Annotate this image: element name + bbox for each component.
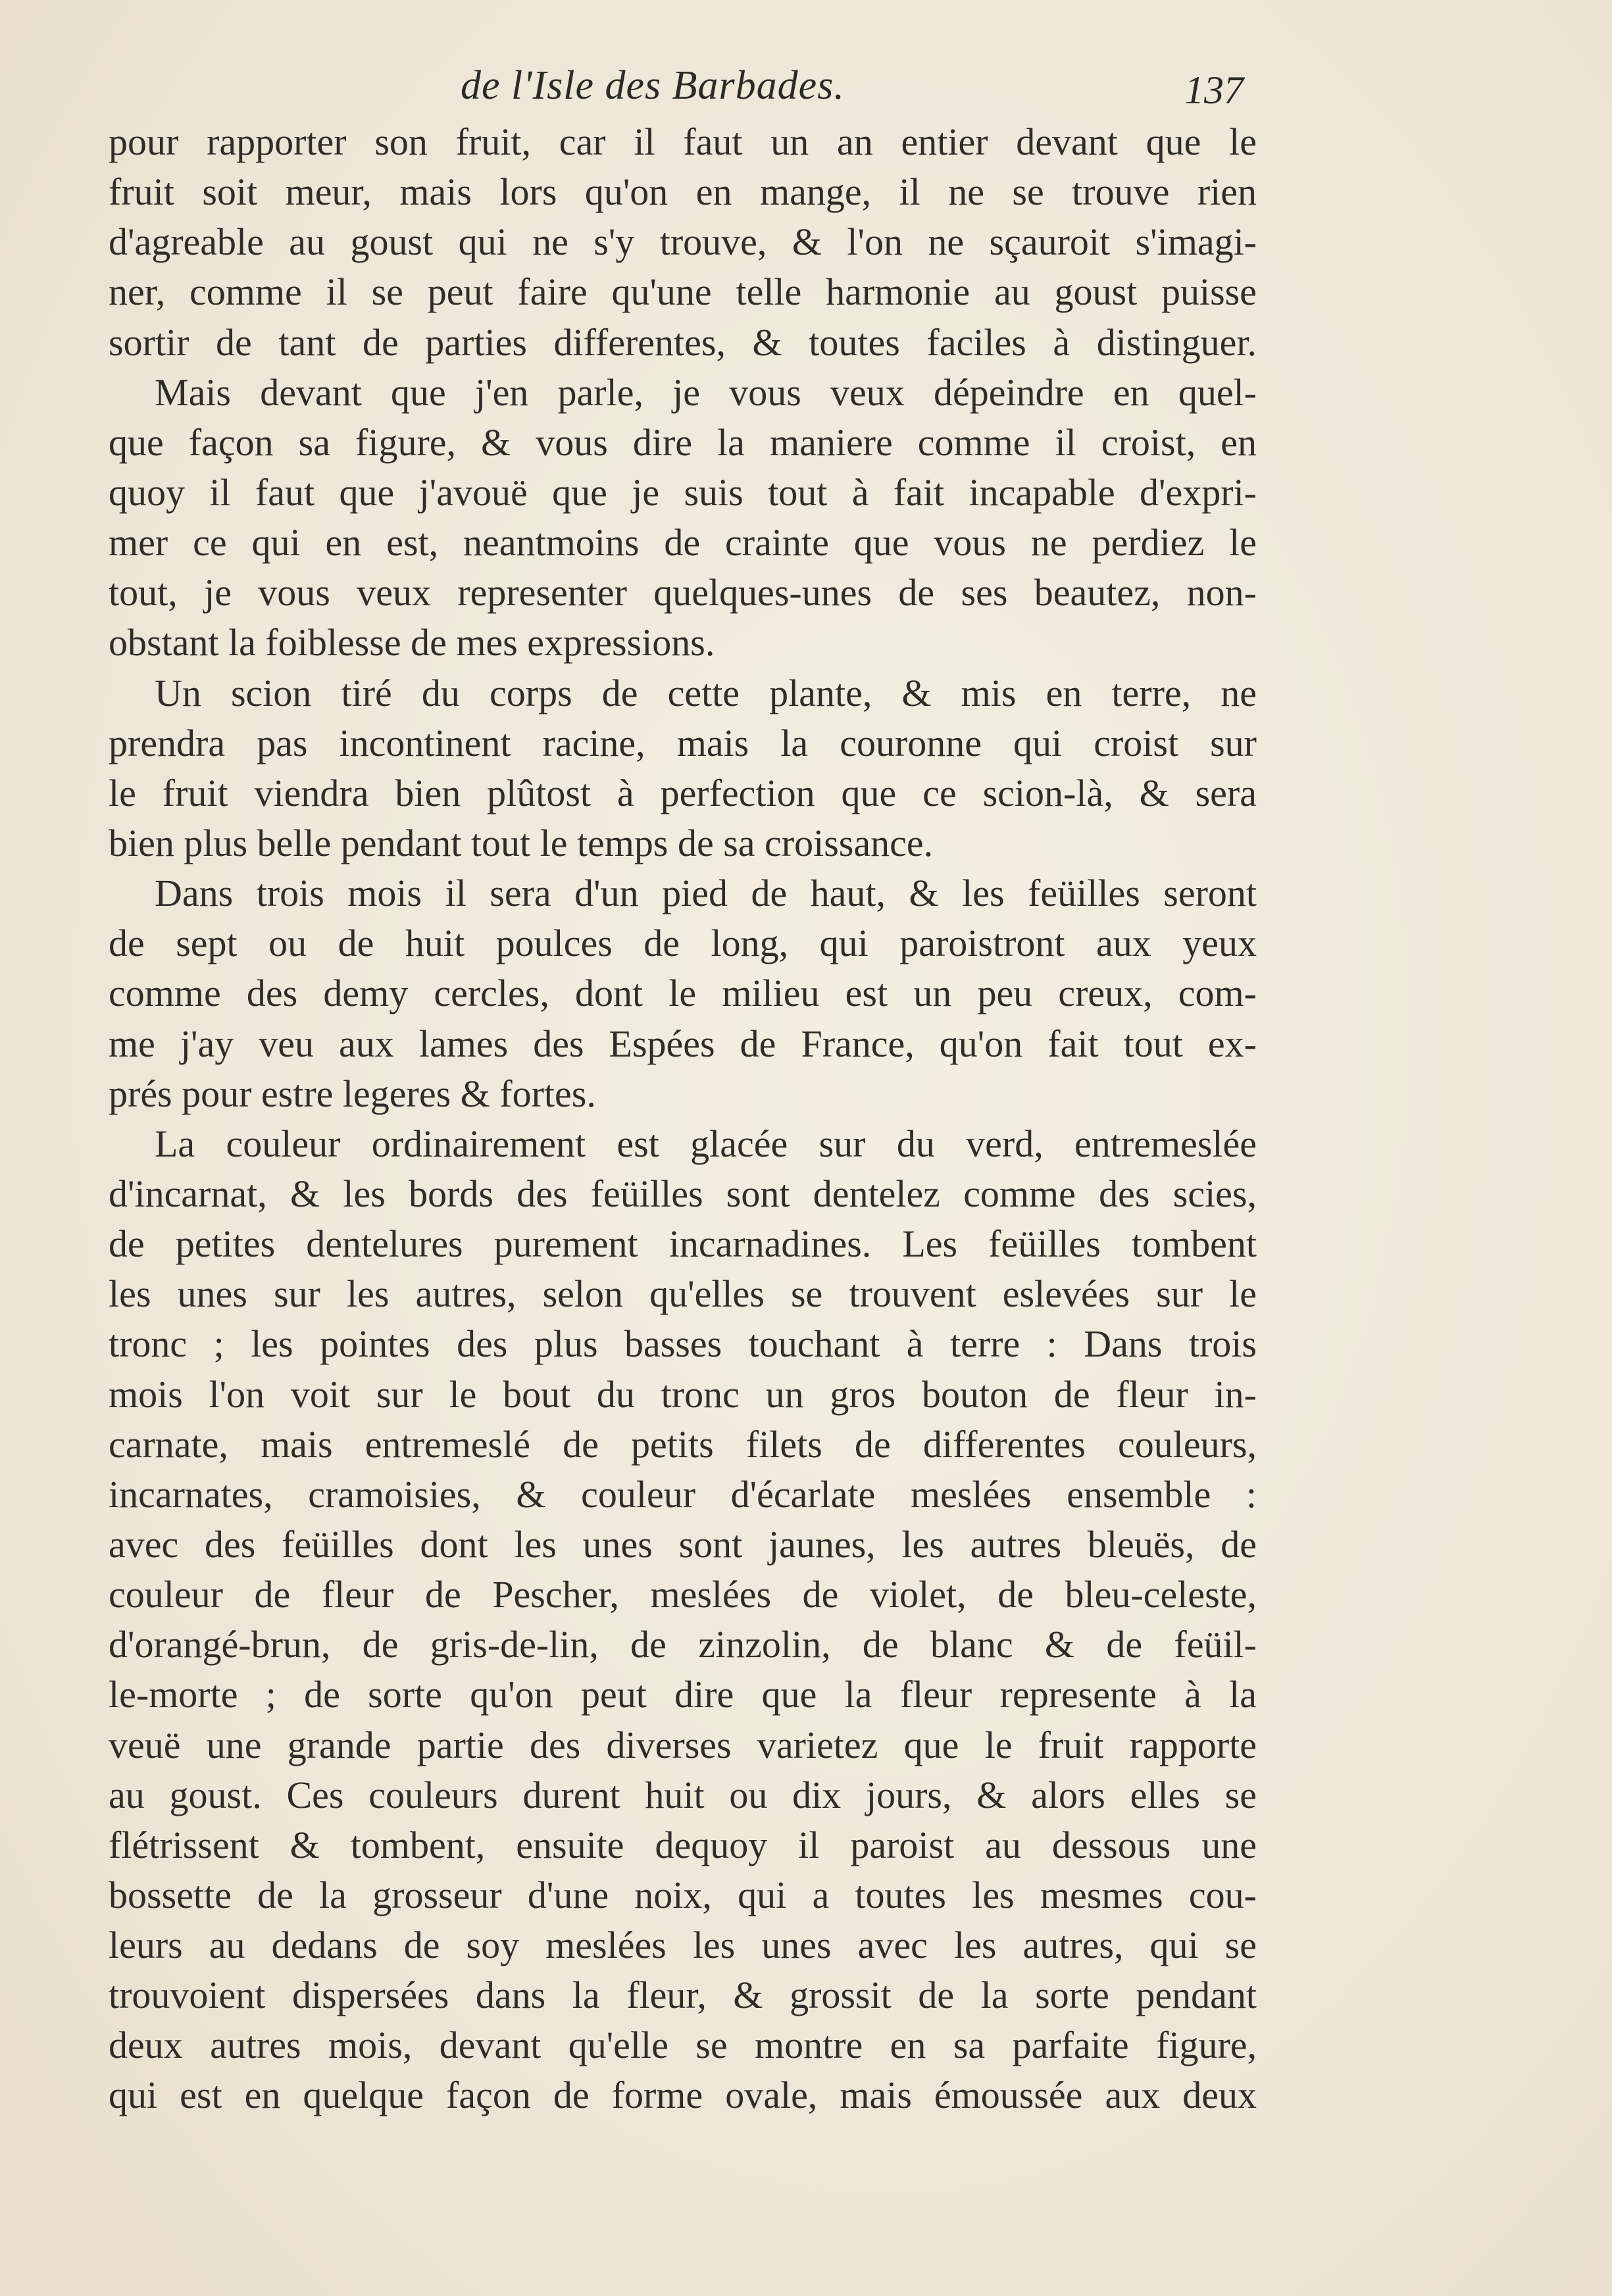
text-line: que façon sa figure, & vous dire la maniere comme il croist, en (109, 420, 1257, 464)
text-line: Mais devant que j'en parle, je vous veux dépeindre en quel- (155, 370, 1257, 414)
text-line: obstant la foiblesse de mes expressions. (109, 621, 715, 664)
text-line: tout, je vous veux representer quelques-unes de ses beautez, non- (109, 571, 1257, 614)
text-line: avec des feüilles dont les unes sont jaunes, les autres bleuës, de (109, 1522, 1257, 1566)
text-line: flétrissent & tombent, ensuite dequoy il paroist au dessous une (109, 1823, 1257, 1866)
page-header (105, 62, 1257, 115)
text-line: de petites dentelures purement incarnadines. Les feüilles tombent (109, 1222, 1257, 1266)
text-line: quoy il faut que j'avouë que je suis tout à fait incapable d'expri- (109, 470, 1257, 514)
text-line: carnate, mais entremeslé de petits filets de differentes couleurs, (109, 1422, 1257, 1466)
text-line: me j'ay veu aux lames des Espées de France, qu'on fait tout ex- (109, 1022, 1257, 1065)
body-text (109, 117, 1257, 2121)
text-line: leurs au dedans de soy meslées les unes avec les autres, qui se (109, 1924, 1257, 1967)
text-line: comme des demy cercles, dont le milieu est un peu creux, com- (109, 972, 1257, 1015)
text-line: de sept ou de huit poulces de long, qui paroistront aux yeux (109, 922, 1257, 965)
text-line: qui est en quelque façon de forme ovale, mais émoussée aux deux (109, 2074, 1257, 2117)
text-line: bossette de la grosseur d'une noix, qui a toutes les mesmes cou- (109, 1873, 1257, 1916)
text-line: La couleur ordinairement est glacée sur du verd, entremeslée (155, 1122, 1257, 1165)
text-line: d'orangé-brun, de gris-de-lin, de zinzolin, de blanc & de feüil- (109, 1623, 1257, 1666)
text-line: le fruit viendra bien plûtost à perfection que ce scion-là, & sera (109, 771, 1257, 814)
text-line: pour rapporter son fruit, car il faut un an entier devant que le (109, 120, 1257, 163)
text-line: incarnates, cramoisies, & couleur d'écarlate meslées ensemble : (109, 1472, 1257, 1516)
text-line: deux autres mois, devant qu'elle se montre en sa parfaite figure, (109, 2024, 1257, 2067)
text-line: le-morte ; de sorte qu'on peut dire que la fleur represente à la (109, 1673, 1257, 1716)
text-line: d'incarnat, & les bords des feüilles sont dentelez comme des scies, (109, 1172, 1257, 1215)
text-line: prés pour estre legeres & fortes. (109, 1072, 596, 1115)
text-line: prendra pas incontinent racine, mais la couronne qui croist sur (109, 721, 1257, 764)
text-line: veuë une grande partie des diverses varietez que le fruit rapporte (109, 1723, 1257, 1766)
text-line: bien plus belle pendant tout le temps de sa croissance. (109, 821, 934, 864)
text-line: fruit soit meur, mais lors qu'on en mange, il ne se trouve rien (109, 170, 1257, 214)
text-line: Dans trois mois il sera d'un pied de haut, & les feüilles seront (155, 872, 1257, 915)
text-line: d'agreable au goust qui ne s'y trouve, & l'on ne sçauroit s'imagi- (109, 220, 1257, 264)
page-number: 137 (1184, 68, 1244, 112)
running-title: de l'Isle des Barbades. (461, 63, 845, 108)
text-line: les unes sur les autres, selon qu'elles se trouvent eslevées sur le (109, 1272, 1257, 1316)
text-line: Un scion tiré du corps de cette plante, & mis en terre, ne (155, 671, 1257, 714)
text-line: sortir de tant de parties differentes, & toutes faciles à distinguer. (109, 320, 1257, 364)
text-line: tronc ; les pointes des plus basses touchant à terre : Dans trois (109, 1322, 1257, 1366)
text-line: mer ce qui en est, neantmoins de crainte que vous ne perdiez le (109, 521, 1257, 564)
text-line: mois l'on voit sur le bout du tronc un gros bouton de fleur in- (109, 1372, 1257, 1416)
text-line: couleur de fleur de Pescher, meslées de violet, de bleu-celeste, (109, 1573, 1257, 1616)
text-line: ner, comme il se peut faire qu'une telle harmonie au goust puisse (109, 270, 1257, 314)
text-line: trouvoient dispersées dans la fleur, & grossit de la sorte pendant (109, 1974, 1257, 2017)
text-line: au goust. Ces couleurs durent huit ou dix jours, & alors elles se (109, 1773, 1257, 1816)
